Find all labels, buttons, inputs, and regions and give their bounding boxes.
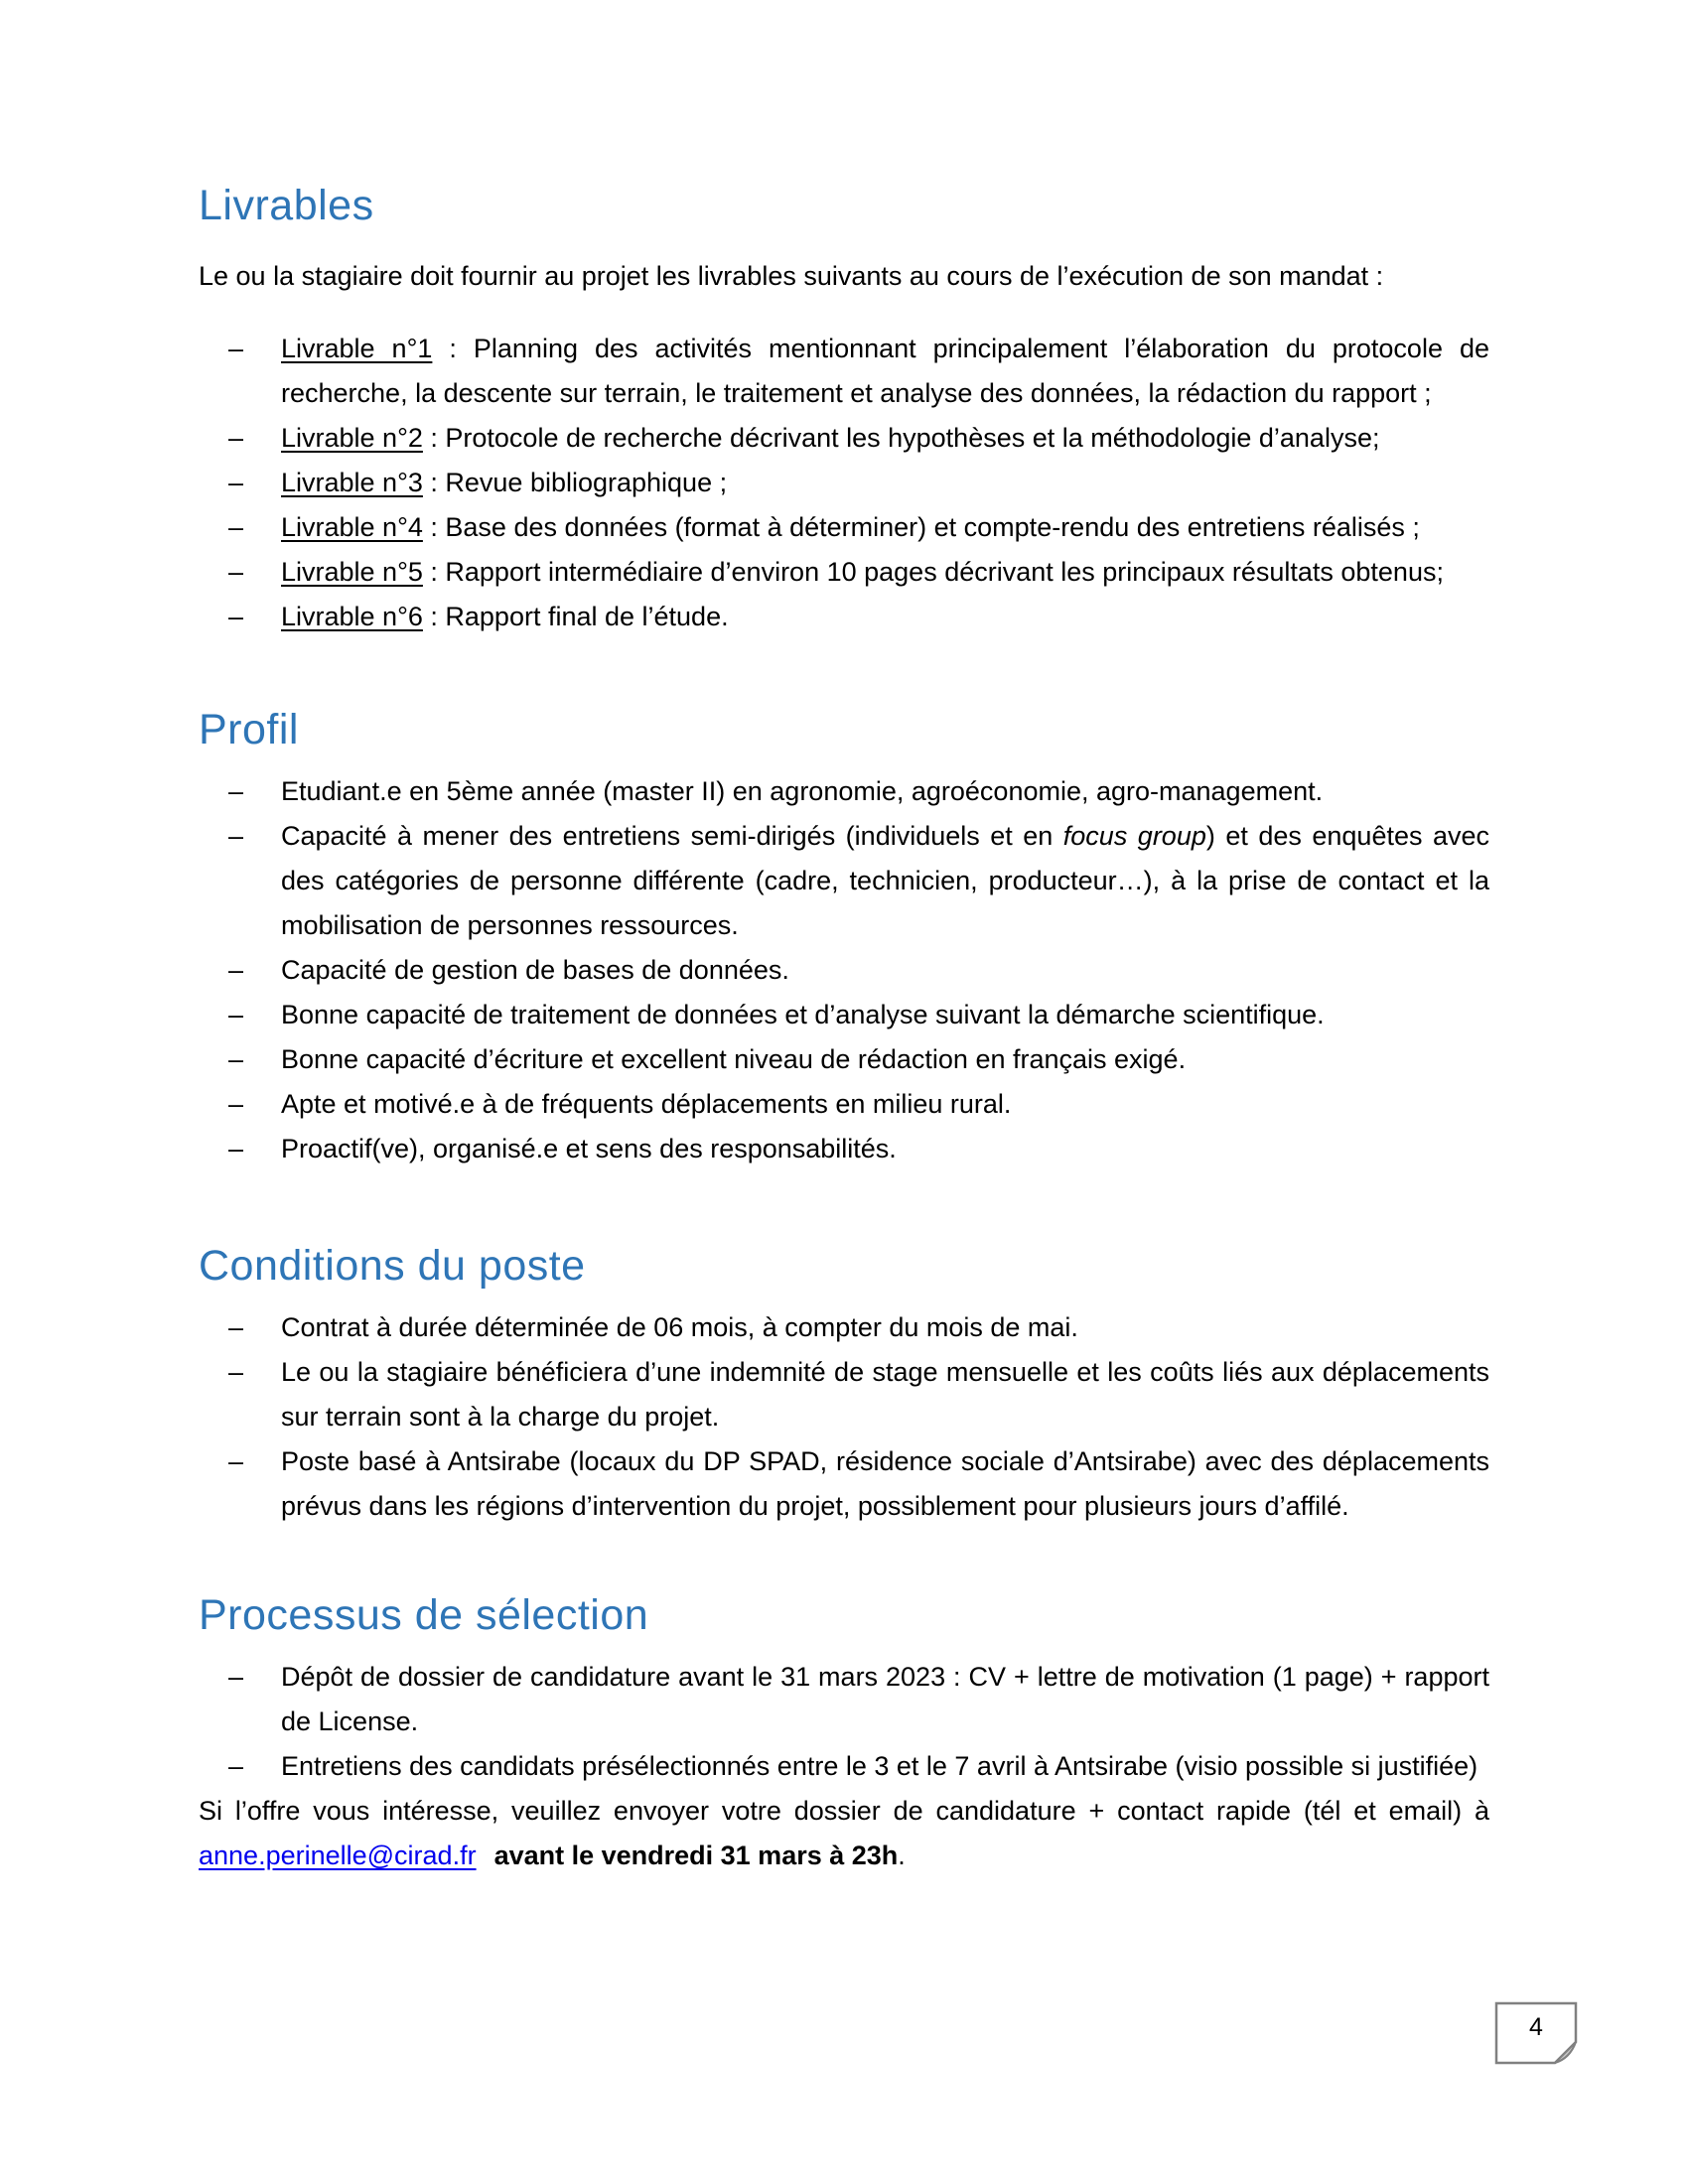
page-number: 4 [1529,2013,1543,2041]
list-item [199,1082,1489,1127]
dash-bullet: – [228,557,244,587]
livrable-text: : Rapport final de l’étude. [422,602,729,631]
section-title-livrables: Livrables [199,182,374,229]
livrable-text: : Base des données (format à déterminer) et compte-rendu des entretiens réalisés ; [422,512,1420,542]
dash-bullet: – [228,512,244,542]
closing-text: Si l’offre vous intéresse, veuillez envoyer votre dossier de candidature + contact rapide (tél et email) à [199,1796,1489,1826]
livrable-label: Livrable n°6 [281,602,423,631]
profil-text: Proactif(ve), organisé.e et sens des responsabilités. [281,1134,897,1163]
livrable-label: Livrable n°3 [281,468,423,497]
section-title-conditions: Conditions du poste [199,1242,586,1290]
list-item [199,461,1489,505]
dash-bullet: – [228,1446,244,1476]
conditions-text: Poste basé à Antsirabe (locaux du DP SPAD, résidence sociale d’Antsirabe) avec des déplacements prévus dans les régions d’intervention du projet, possiblement pour plusieurs jours d’affilé. [281,1446,1489,1521]
list-item [199,595,1489,639]
dash-bullet: – [228,776,244,806]
profil-text: Apte et motivé.e à de fréquents déplacements en milieu rural. [281,1089,1012,1119]
section-title-processus: Processus de sélection [199,1591,649,1639]
list-item [199,1037,1489,1082]
livrable-label: Livrable n°1 [281,334,433,363]
closing-deadline: avant le vendredi 31 mars à 23h [493,1841,899,1870]
livrable-text: : Rapport intermédiaire d’environ 10 pages décrivant les principaux résultats obtenus; [422,557,1444,587]
list-item [199,1305,1489,1350]
email-link[interactable]: anne.perinelle@cirad.fr [199,1841,477,1870]
list-item [199,1744,1489,1789]
livrable-text: : Revue bibliographique ; [422,468,728,497]
closing-period: . [898,1841,906,1870]
list-item [199,948,1489,993]
document-page [199,0,1489,1878]
conditions-text: Contrat à durée déterminée de 06 mois, à compter du mois de mai. [281,1312,1078,1342]
list-item [199,327,1489,416]
list-item [199,416,1489,461]
list-item [199,1127,1489,1171]
profil-text: Capacité de gestion de bases de données. [281,955,789,985]
dash-bullet: – [228,1089,244,1119]
livrable-label: Livrable n°2 [281,423,423,453]
livrable-text: : Protocole de recherche décrivant les hypothèses et la méthodologie d’analyse; [422,423,1380,453]
dash-bullet: – [228,1751,244,1781]
section-conditions [199,1241,1489,1529]
livrable-label: Livrable n°4 [281,512,423,542]
dash-bullet: – [228,955,244,985]
profil-text: Etudiant.e en 5ème année (master II) en agronomie, agroéconomie, agro-management. [281,776,1324,806]
section-profil [199,705,1489,1171]
section-title-profil: Profil [199,706,299,753]
dash-bullet: – [228,334,244,363]
section-livrables [199,181,1489,639]
list-item [199,505,1489,550]
processus-list [199,1655,1489,1789]
livrables-list [199,327,1489,639]
dash-bullet: – [228,602,244,631]
profil-text: ) et des enquêtes avec des catégories de personne différente (cadre, technicien, producteur…), à la prise de contact et la mobilisation de personnes ressources. [281,821,1490,940]
livrable-label: Livrable n°5 [281,557,423,587]
profil-text-italic: focus group [1062,821,1206,851]
dash-bullet: – [228,1312,244,1342]
list-item [199,814,1489,948]
profil-text: Capacité à mener des entretiens semi-dirigés (individuels et en [281,821,1063,851]
list-item [199,769,1489,814]
processus-text: Entretiens des candidats présélectionnés entre le 3 et le 7 avril à Antsirabe (visio possible si justifiée) [281,1751,1478,1781]
profil-text: Bonne capacité d’écriture et excellent niveau de rédaction en français exigé. [281,1044,1187,1074]
list-item [199,1655,1489,1744]
dash-bullet: – [228,1357,244,1387]
dash-bullet: – [228,1134,244,1163]
dash-bullet: – [228,1000,244,1029]
livrable-text: : Planning des activités mentionnant principalement l’élaboration du protocole de recherche, la descente sur terrain, le traitement et analyse des données, la rédaction du rapport ; [281,334,1489,408]
list-item [199,550,1489,595]
dash-bullet: – [228,423,244,453]
livrables-intro: Le ou la stagiaire doit fournir au projet les livrables suivants au cours de l’exécution de son mandat : [199,261,1384,291]
list-item [199,1350,1489,1439]
dash-bullet: – [228,1044,244,1074]
dash-bullet: – [228,821,244,851]
list-item [199,1439,1489,1529]
processus-text: Dépôt de dossier de candidature avant le 31 mars 2023 : CV + lettre de motivation (1 page) + rapport de License. [281,1662,1489,1736]
dash-bullet: – [228,1662,244,1692]
profil-text: Bonne capacité de traitement de données et d’analyse suivant la démarche scientifique. [281,1000,1325,1029]
dash-bullet: – [228,468,244,497]
conditions-text: Le ou la stagiaire bénéficiera d’une indemnité de stage mensuelle et les coûts liés aux déplacements sur terrain sont à la charge du projet. [281,1357,1489,1432]
page-number-badge [1494,2001,1578,2065]
closing-contact-line [199,1834,1489,1878]
list-item [199,993,1489,1037]
conditions-list [199,1305,1489,1529]
profil-list [199,769,1489,1171]
section-processus [199,1590,1489,1878]
